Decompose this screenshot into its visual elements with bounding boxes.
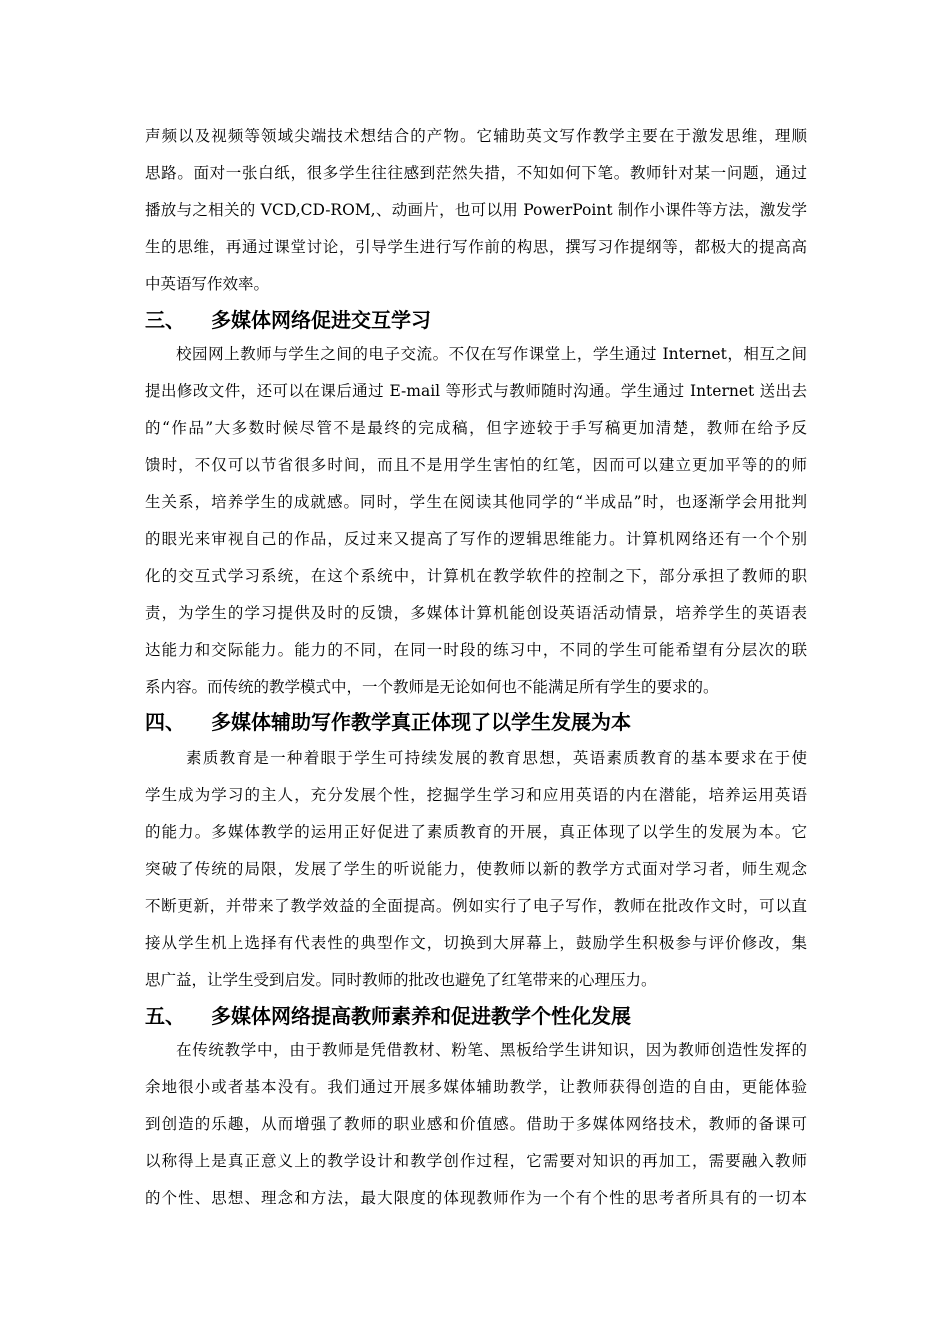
paragraph-line: 馈时，不仅可以节省很多时间，而且不是用学生害怕的红笔，因而可以建立更加平等的的师	[145, 456, 807, 474]
paragraph-line: 学生成为学习的主人，充分发展个性，挖掘学生学习和应用英语的内在潜能，培养运用英语	[145, 786, 807, 804]
paragraph-line: 播放与之相关的 VCD,CD-ROM,、动画片，也可以用 PowerPoint 制作小课件等方法，激发学	[145, 201, 807, 219]
paragraph-line: 声频以及视频等领域尖端技术想结合的产物。它辅助英文写作教学主要在于激发思维，理顺	[145, 127, 807, 145]
section-heading	[145, 709, 807, 735]
paragraph-line: 化的交互式学习系统，在这个系统中，计算机在教学软件的控制之下，部分承担了教师的职	[145, 567, 807, 585]
paragraph-line: 系内容。而传统的教学模式中，一个教师是无论如何也不能满足所有学生的要求的。	[145, 678, 719, 696]
section-number: 三、	[145, 308, 185, 332]
section-title: 多媒体网络促进交互学习	[211, 308, 431, 332]
paragraph-line: 的“作品”大多数时候尽管不是最终的完成稿，但字迹较于手写稿更加清楚，教师在给予反	[145, 419, 807, 437]
paragraph-line: 生的思维，再通过课堂讨论，引导学生进行写作前的构思，撰写习作提纲等，都极大的提高高	[145, 238, 807, 256]
paragraph-line: 校园网上教师与学生之间的电子交流。不仅在写作课堂上，学生通过 Internet，相互之间	[176, 345, 807, 363]
paragraph-line: 接从学生机上选择有代表性的典型作文，切换到大屏幕上，鼓励学生积极参与评价修改，集	[145, 934, 807, 952]
paragraph-line: 以称得上是真正意义上的教学设计和教学创作过程，它需要对知识的再加工，需要融入教师	[145, 1152, 807, 1170]
paragraph-line: 到创造的乐趣，从而增强了教师的职业感和价值感。借助于多媒体网络技术，教师的备课可	[145, 1115, 807, 1133]
section-title: 多媒体辅助写作教学真正体现了以学生发展为本	[211, 710, 631, 734]
paragraph-line: 达能力和交际能力。能力的不同，在同一时段的练习中，不同的学生可能希望有分层次的联	[145, 641, 807, 659]
section-number: 四、	[145, 710, 185, 734]
paragraph-line: 中英语写作效率。	[145, 275, 270, 293]
section-heading	[145, 1003, 807, 1029]
section-number: 五、	[145, 1004, 185, 1028]
paragraph-line: 的个性、思想、理念和方法，最大限度的体现教师作为一个有个性的思考者所具有的一切本	[145, 1189, 807, 1207]
paragraph-line: 不断更新，并带来了教学效益的全面提高。例如实行了电子写作，教师在批改作文时，可以直	[145, 897, 807, 915]
paragraph-line: 生关系，培养学生的成就感。同时，学生在阅读其他同学的“半成品”时，也逐渐学会用批判	[145, 493, 807, 511]
paragraph-line: 思广益，让学生受到启发。同时教师的批改也避免了红笔带来的心理压力。	[145, 971, 657, 989]
section-title: 多媒体网络提高教师素养和促进教学个性化发展	[211, 1004, 631, 1028]
paragraph-line: 思路。面对一张白纸，很多学生往往感到茫然失措，不知如何下笔。教师针对某一问题，通过	[145, 164, 807, 182]
paragraph-line: 提出修改文件，还可以在课后通过 E-mail 等形式与教师随时沟通。学生通过 Internet 送出去	[145, 382, 807, 400]
paragraph-line: 余地很小或者基本没有。我们通过开展多媒体辅助教学，让教师获得创造的自由，更能体验	[145, 1078, 807, 1096]
paragraph-line: 的眼光来审视自己的作品，反过来又提高了写作的逻辑思维能力。计算机网络还有一个个别	[145, 530, 807, 548]
paragraph-line: 素质教育是一种着眼于学生可持续发展的教育思想，英语素质教育的基本要求在于使	[186, 749, 807, 767]
paragraph-line: 突破了传统的局限，发展了学生的听说能力，使教师以新的教学方式面对学习者，师生观念	[145, 860, 807, 878]
paragraph-line: 责，为学生的学习提供及时的反馈，多媒体计算机能创设英语活动情景，培养学生的英语表	[145, 604, 807, 622]
section-heading	[145, 307, 807, 333]
paragraph-line: 在传统教学中，由于教师是凭借教材、粉笔、黑板给学生讲知识，因为教师创造性发挥的	[176, 1041, 807, 1059]
paragraph-line: 的能力。多媒体教学的运用正好促进了素质教育的开展，真正体现了以学生的发展为本。它	[145, 823, 807, 841]
